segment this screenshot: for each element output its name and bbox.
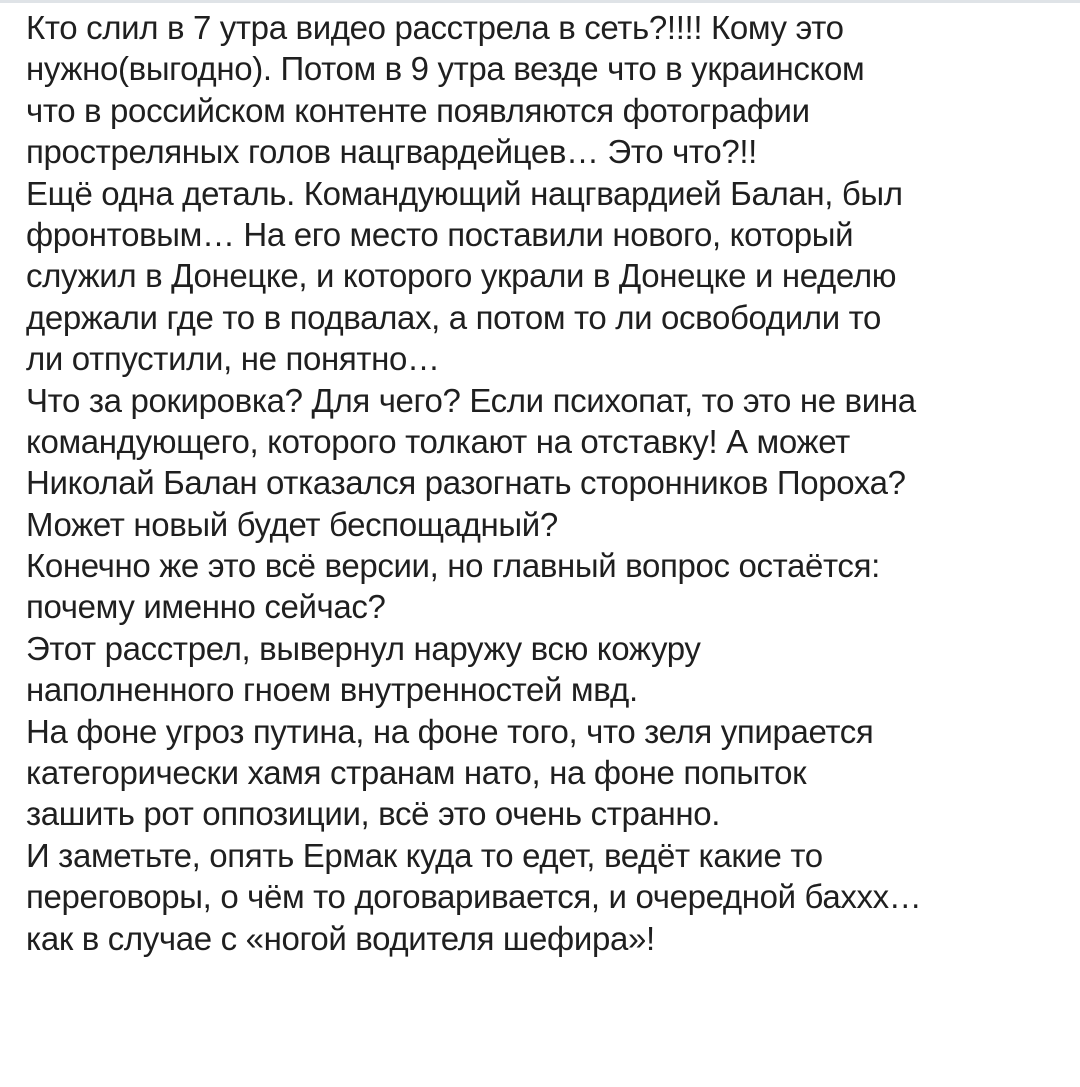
message-line: Может новый будет беспощадный?	[26, 505, 558, 543]
message-line: На фоне угроз путина, на фоне того, что зеля упирается	[26, 712, 874, 750]
message-line: Николай Балан отказался разогнать сторонников Пороха?	[26, 464, 906, 502]
message-line: И заметьте, опять Ермак куда то едет, ведёт какие то	[26, 836, 823, 874]
message-line: служил в Донецке, и которого украли в Донецке и неделю	[26, 257, 897, 295]
message-line: что в российском контенте появляются фотографии	[26, 91, 810, 129]
message-line: нужно(выгодно). Потом в 9 утра везде что в украинском	[26, 50, 865, 88]
message-line: зашить рот оппозиции, всё это очень странно.	[26, 795, 721, 833]
message-line: наполненного гноем внутренностей мвд.	[26, 671, 638, 709]
message-line: Ещё одна деталь. Командующий нацгвардией Балан, был	[26, 174, 903, 212]
message-line: Этот расстрел, вывернул наружу всю кожуру	[26, 629, 701, 667]
message-line: Что за рокировка? Для чего? Если психопат, то это не вина	[26, 381, 916, 419]
message-line: переговоры, о чём то договаривается, и очередной баххх…	[26, 878, 922, 916]
message-line: держали где то в подвалах, а потом то ли освободили то	[26, 298, 881, 336]
message-line: фронтовым… На его место поставили нового, который	[26, 215, 854, 253]
message-line: командующего, которого толкают на отставку! А может	[26, 422, 850, 460]
message-text	[26, 0, 1071, 959]
message-line: как в случае с «ногой водителя шефира»!	[26, 919, 655, 957]
message-line: Конечно же это всё версии, но главный вопрос остаётся:	[26, 547, 880, 585]
message-line: почему именно сейчас?	[26, 588, 386, 626]
message-line: простреляных голов нацгвардейцев… Это что?!!	[26, 133, 757, 171]
message-line: категорически хамя странам нато, на фоне попыток	[26, 754, 807, 792]
message-line: ли отпустили, не понятно…	[26, 340, 440, 378]
message-line: Кто слил в 7 утра видео расстрела в сеть?!!!! Кому это	[26, 9, 844, 46]
